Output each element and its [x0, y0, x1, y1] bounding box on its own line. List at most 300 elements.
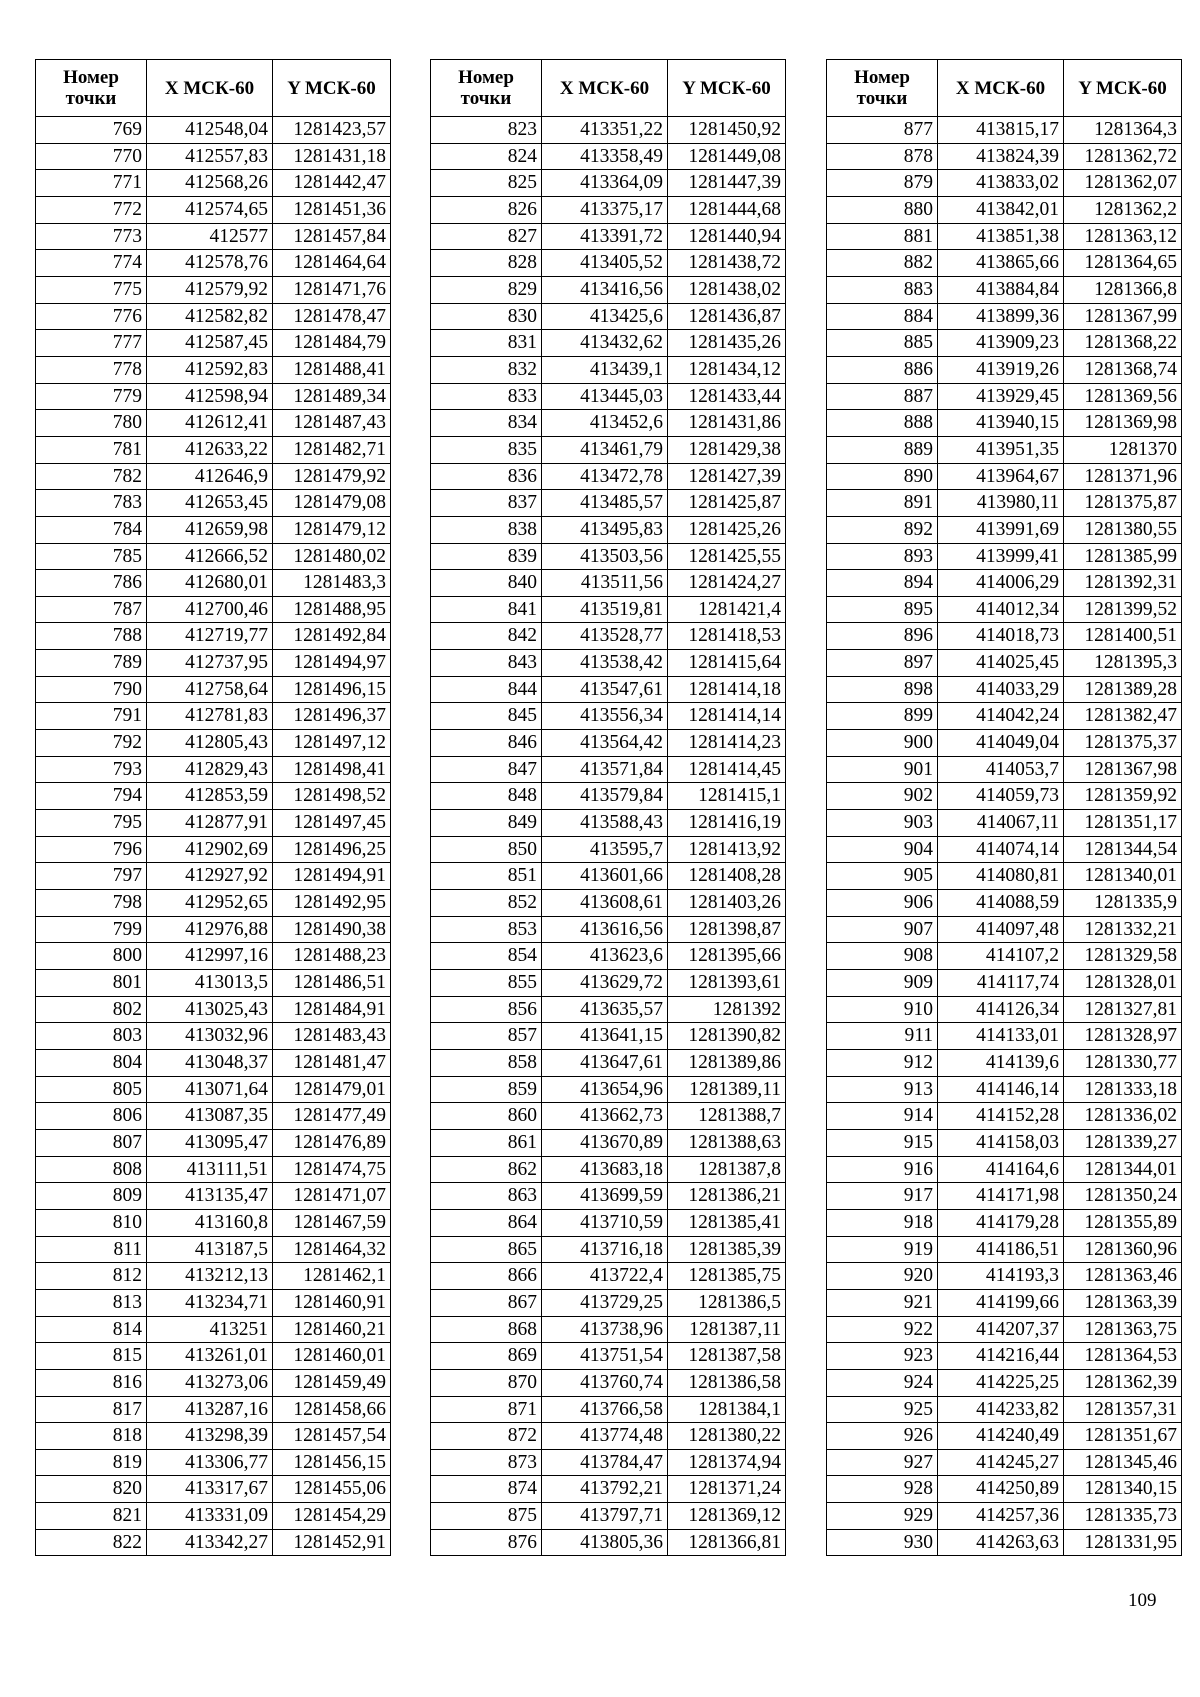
x-coordinate-cell: 412927,92 [147, 863, 273, 890]
y-coordinate-cell: 1281414,45 [668, 756, 786, 783]
y-coordinate-cell: 1281492,84 [273, 623, 391, 650]
x-coordinate-cell: 413683,18 [542, 1156, 668, 1183]
x-coordinate-cell: 414074,14 [938, 836, 1064, 863]
x-coordinate-cell: 414152,28 [938, 1103, 1064, 1130]
point-number-cell: 820 [36, 1476, 147, 1503]
y-coordinate-cell: 1281435,26 [668, 330, 786, 357]
table-row [431, 890, 786, 917]
point-number-cell: 827 [431, 223, 542, 250]
x-coordinate-cell: 414164,6 [938, 1156, 1064, 1183]
point-number-cell: 791 [36, 703, 147, 730]
y-coordinate-cell: 1281479,12 [273, 516, 391, 543]
x-coordinate-cell: 414080,81 [938, 863, 1064, 890]
y-coordinate-cell: 1281386,21 [668, 1183, 786, 1210]
y-coordinate-cell: 1281333,18 [1064, 1076, 1182, 1103]
point-number-cell: 798 [36, 890, 147, 917]
point-number-cell: 889 [827, 436, 938, 463]
x-coordinate-cell: 413716,18 [542, 1236, 668, 1263]
table-row [36, 970, 391, 997]
x-coordinate-cell: 413579,84 [542, 783, 668, 810]
y-coordinate-cell: 1281496,15 [273, 676, 391, 703]
table-row [431, 330, 786, 357]
y-coordinate-cell: 1281327,81 [1064, 996, 1182, 1023]
point-number-cell: 901 [827, 756, 938, 783]
point-number-cell: 824 [431, 143, 542, 170]
table-row [431, 810, 786, 837]
x-coordinate-cell: 412680,01 [147, 570, 273, 597]
x-coordinate-cell: 414179,28 [938, 1209, 1064, 1236]
x-coordinate-cell: 412902,69 [147, 836, 273, 863]
y-coordinate-cell: 1281483,3 [273, 570, 391, 597]
x-coordinate-cell: 413588,43 [542, 810, 668, 837]
point-number-cell: 818 [36, 1423, 147, 1450]
table-row [431, 250, 786, 277]
point-number-cell: 830 [431, 303, 542, 330]
point-number-cell: 843 [431, 650, 542, 677]
table-row [431, 1263, 786, 1290]
y-coordinate-cell: 1281395,3 [1064, 650, 1182, 677]
table-row [827, 1396, 1182, 1423]
point-number-cell: 776 [36, 303, 147, 330]
table-row [431, 1476, 786, 1503]
y-coordinate-cell: 1281458,66 [273, 1396, 391, 1423]
table-row [431, 143, 786, 170]
x-coordinate-cell: 413729,25 [542, 1289, 668, 1316]
point-number-cell: 887 [827, 383, 938, 410]
y-coordinate-cell: 1281452,91 [273, 1529, 391, 1556]
x-coordinate-cell: 414146,14 [938, 1076, 1064, 1103]
x-coordinate-cell: 412737,95 [147, 650, 273, 677]
point-number-cell: 908 [827, 943, 938, 970]
y-coordinate-cell: 1281371,96 [1064, 463, 1182, 490]
x-coordinate-cell: 413629,72 [542, 970, 668, 997]
table-row [431, 383, 786, 410]
point-number-cell: 917 [827, 1183, 938, 1210]
table-row [431, 223, 786, 250]
y-coordinate-cell: 1281344,54 [1064, 836, 1182, 863]
table-row [827, 516, 1182, 543]
point-number-cell: 868 [431, 1316, 542, 1343]
point-number-cell: 810 [36, 1209, 147, 1236]
point-number-cell: 826 [431, 196, 542, 223]
y-coordinate-cell: 1281476,89 [273, 1129, 391, 1156]
x-coordinate-cell: 413445,03 [542, 383, 668, 410]
table-row [431, 543, 786, 570]
point-number-cell: 797 [36, 863, 147, 890]
x-coordinate-cell: 413635,57 [542, 996, 668, 1023]
point-number-cell: 793 [36, 756, 147, 783]
table-row [36, 756, 391, 783]
y-coordinate-cell: 1281362,39 [1064, 1369, 1182, 1396]
y-coordinate-cell: 1281335,73 [1064, 1503, 1182, 1530]
table-row [36, 516, 391, 543]
table-row [36, 1316, 391, 1343]
table-row [431, 1236, 786, 1263]
x-coordinate-cell: 413461,79 [542, 436, 668, 463]
y-coordinate-cell: 1281340,01 [1064, 863, 1182, 890]
table-row [36, 623, 391, 650]
y-coordinate-cell: 1281387,58 [668, 1343, 786, 1370]
x-coordinate-cell: 412587,45 [147, 330, 273, 357]
x-coordinate-cell: 412853,59 [147, 783, 273, 810]
y-coordinate-cell: 1281368,22 [1064, 330, 1182, 357]
table-row [431, 276, 786, 303]
point-number-cell: 929 [827, 1503, 938, 1530]
y-coordinate-cell: 1281479,92 [273, 463, 391, 490]
point-number-cell: 871 [431, 1396, 542, 1423]
y-coordinate-cell: 1281367,98 [1064, 756, 1182, 783]
y-coordinate-cell: 1281367,99 [1064, 303, 1182, 330]
y-coordinate-cell: 1281355,89 [1064, 1209, 1182, 1236]
x-coordinate-cell: 414049,04 [938, 730, 1064, 757]
y-coordinate-cell: 1281433,44 [668, 383, 786, 410]
point-number-cell: 859 [431, 1076, 542, 1103]
x-coordinate-cell: 413738,96 [542, 1316, 668, 1343]
y-coordinate-cell: 1281371,24 [668, 1476, 786, 1503]
y-coordinate-cell: 1281392,31 [1064, 570, 1182, 597]
table-row [36, 1049, 391, 1076]
y-coordinate-cell: 1281340,15 [1064, 1476, 1182, 1503]
x-coordinate-cell: 414133,01 [938, 1023, 1064, 1050]
point-number-cell: 805 [36, 1076, 147, 1103]
table-row [36, 410, 391, 437]
point-number-cell: 837 [431, 490, 542, 517]
point-number-cell: 914 [827, 1103, 938, 1130]
x-coordinate-cell: 413416,56 [542, 276, 668, 303]
table-row [827, 676, 1182, 703]
y-coordinate-cell: 1281421,4 [668, 596, 786, 623]
table-row [431, 943, 786, 970]
table-row [431, 117, 786, 144]
table-row [431, 1529, 786, 1556]
point-number-cell: 879 [827, 170, 938, 197]
table-row [431, 356, 786, 383]
point-number-cell: 860 [431, 1103, 542, 1130]
y-coordinate-cell: 1281486,51 [273, 970, 391, 997]
point-number-cell: 832 [431, 356, 542, 383]
table-row [36, 1449, 391, 1476]
y-coordinate-cell: 1281423,57 [273, 117, 391, 144]
point-number-cell: 778 [36, 356, 147, 383]
x-coordinate-cell: 413722,4 [542, 1263, 668, 1290]
table-row [36, 916, 391, 943]
table-row [36, 1289, 391, 1316]
point-number-cell: 903 [827, 810, 938, 837]
point-number-cell: 811 [36, 1236, 147, 1263]
table-row [431, 1396, 786, 1423]
x-coordinate-cell: 413641,15 [542, 1023, 668, 1050]
point-number-cell: 781 [36, 436, 147, 463]
x-coordinate-cell: 413815,17 [938, 117, 1064, 144]
table-row [36, 836, 391, 863]
table-row [827, 490, 1182, 517]
y-coordinate-cell: 1281351,17 [1064, 810, 1182, 837]
table-row [36, 170, 391, 197]
table-row [827, 410, 1182, 437]
x-coordinate-cell: 412997,16 [147, 943, 273, 970]
point-number-cell: 787 [36, 596, 147, 623]
table-row [36, 1129, 391, 1156]
point-number-cell: 873 [431, 1449, 542, 1476]
y-coordinate-cell: 1281415,1 [668, 783, 786, 810]
x-coordinate-cell: 413519,81 [542, 596, 668, 623]
x-coordinate-cell: 413351,22 [542, 117, 668, 144]
x-coordinate-cell: 413495,83 [542, 516, 668, 543]
table-row [827, 1209, 1182, 1236]
y-coordinate-cell: 1281350,24 [1064, 1183, 1182, 1210]
coordinates-table-3 [826, 59, 1182, 1556]
y-coordinate-cell: 1281431,86 [668, 410, 786, 437]
table-row [36, 1103, 391, 1130]
table-row [36, 1423, 391, 1450]
table-row [36, 463, 391, 490]
y-coordinate-cell: 1281389,28 [1064, 676, 1182, 703]
table-row [827, 970, 1182, 997]
x-coordinate-cell: 414207,37 [938, 1316, 1064, 1343]
table-row [431, 1129, 786, 1156]
point-number-cell: 919 [827, 1236, 938, 1263]
point-number-cell: 876 [431, 1529, 542, 1556]
point-number-cell: 883 [827, 276, 938, 303]
x-coordinate-cell: 413608,61 [542, 890, 668, 917]
point-number-cell: 846 [431, 730, 542, 757]
x-coordinate-cell: 412574,65 [147, 196, 273, 223]
table-row [827, 1529, 1182, 1556]
x-coordinate-cell: 412952,65 [147, 890, 273, 917]
x-coordinate-cell: 414126,34 [938, 996, 1064, 1023]
y-coordinate-cell: 1281484,91 [273, 996, 391, 1023]
x-coordinate-cell: 414193,3 [938, 1263, 1064, 1290]
point-number-cell: 882 [827, 250, 938, 277]
y-coordinate-cell: 1281329,58 [1064, 943, 1182, 970]
point-number-cell: 891 [827, 490, 938, 517]
y-coordinate-cell: 1281427,39 [668, 463, 786, 490]
x-coordinate-cell: 413298,39 [147, 1423, 273, 1450]
table-row [827, 196, 1182, 223]
x-coordinate-cell: 412598,94 [147, 383, 273, 410]
point-number-cell: 874 [431, 1476, 542, 1503]
point-number-cell: 923 [827, 1343, 938, 1370]
y-coordinate-cell: 1281450,92 [668, 117, 786, 144]
table-row [827, 276, 1182, 303]
coordinates-table-1 [35, 59, 391, 1556]
table-row [36, 596, 391, 623]
table-row [36, 383, 391, 410]
x-coordinate-cell: 414067,11 [938, 810, 1064, 837]
y-coordinate-cell: 1281484,79 [273, 330, 391, 357]
table-row [36, 143, 391, 170]
point-number-cell: 862 [431, 1156, 542, 1183]
x-coordinate-cell: 412568,26 [147, 170, 273, 197]
y-coordinate-cell: 1281479,08 [273, 490, 391, 517]
x-coordinate-cell: 414107,2 [938, 943, 1064, 970]
x-coordinate-cell: 413601,66 [542, 863, 668, 890]
y-coordinate-cell: 1281460,01 [273, 1343, 391, 1370]
y-coordinate-cell: 1281375,37 [1064, 730, 1182, 757]
header-point-number: Номер точки [36, 60, 147, 117]
point-number-cell: 849 [431, 810, 542, 837]
y-coordinate-cell: 1281366,81 [668, 1529, 786, 1556]
table-row [827, 1369, 1182, 1396]
point-number-cell: 845 [431, 703, 542, 730]
table-row [827, 1236, 1182, 1263]
point-number-cell: 854 [431, 943, 542, 970]
table-row [431, 730, 786, 757]
point-number-cell: 801 [36, 970, 147, 997]
y-coordinate-cell: 1281370 [1064, 436, 1182, 463]
table-row [36, 703, 391, 730]
point-number-cell: 786 [36, 570, 147, 597]
y-coordinate-cell: 1281424,27 [668, 570, 786, 597]
x-coordinate-cell: 413710,59 [542, 1209, 668, 1236]
x-coordinate-cell: 412829,43 [147, 756, 273, 783]
y-coordinate-cell: 1281374,94 [668, 1449, 786, 1476]
y-coordinate-cell: 1281425,87 [668, 490, 786, 517]
point-number-cell: 821 [36, 1503, 147, 1530]
x-coordinate-cell: 413528,77 [542, 623, 668, 650]
x-coordinate-cell: 412719,77 [147, 623, 273, 650]
table-row [431, 676, 786, 703]
x-coordinate-cell: 412633,22 [147, 436, 273, 463]
y-coordinate-cell: 1281375,87 [1064, 490, 1182, 517]
table-row [827, 223, 1182, 250]
point-number-cell: 888 [827, 410, 938, 437]
table-row [36, 783, 391, 810]
y-coordinate-cell: 1281351,67 [1064, 1423, 1182, 1450]
y-coordinate-cell: 1281344,01 [1064, 1156, 1182, 1183]
x-coordinate-cell: 412579,92 [147, 276, 273, 303]
x-coordinate-cell: 412578,76 [147, 250, 273, 277]
y-coordinate-cell: 1281362,07 [1064, 170, 1182, 197]
y-coordinate-cell: 1281363,12 [1064, 223, 1182, 250]
x-coordinate-cell: 413797,71 [542, 1503, 668, 1530]
table-row [431, 836, 786, 863]
table-row [36, 1023, 391, 1050]
x-coordinate-cell: 413187,5 [147, 1236, 273, 1263]
point-number-cell: 814 [36, 1316, 147, 1343]
table-row [36, 1236, 391, 1263]
header-x: X МСК-60 [147, 60, 273, 117]
point-number-cell: 806 [36, 1103, 147, 1130]
point-number-cell: 836 [431, 463, 542, 490]
x-coordinate-cell: 412577 [147, 223, 273, 250]
x-coordinate-cell: 413212,13 [147, 1263, 273, 1290]
point-number-cell: 815 [36, 1343, 147, 1370]
x-coordinate-cell: 413760,74 [542, 1369, 668, 1396]
table-row [36, 250, 391, 277]
x-coordinate-cell: 413261,01 [147, 1343, 273, 1370]
table-row [36, 810, 391, 837]
point-number-cell: 816 [36, 1369, 147, 1396]
x-coordinate-cell: 413940,15 [938, 410, 1064, 437]
table-row [431, 1103, 786, 1130]
x-coordinate-cell: 413784,47 [542, 1449, 668, 1476]
x-coordinate-cell: 413951,35 [938, 436, 1064, 463]
table-row [431, 996, 786, 1023]
x-coordinate-cell: 413485,57 [542, 490, 668, 517]
table-row [431, 170, 786, 197]
x-coordinate-cell: 413909,23 [938, 330, 1064, 357]
table-row [827, 143, 1182, 170]
x-coordinate-cell: 412700,46 [147, 596, 273, 623]
point-number-cell: 799 [36, 916, 147, 943]
y-coordinate-cell: 1281425,26 [668, 516, 786, 543]
table-row [827, 703, 1182, 730]
point-number-cell: 875 [431, 1503, 542, 1530]
x-coordinate-cell: 412805,43 [147, 730, 273, 757]
y-coordinate-cell: 1281483,43 [273, 1023, 391, 1050]
table-row [431, 1076, 786, 1103]
y-coordinate-cell: 1281464,32 [273, 1236, 391, 1263]
table-row [36, 1183, 391, 1210]
x-coordinate-cell: 414186,51 [938, 1236, 1064, 1263]
point-number-cell: 847 [431, 756, 542, 783]
table-row [36, 676, 391, 703]
table-row [36, 996, 391, 1023]
point-number-cell: 861 [431, 1129, 542, 1156]
table-row [431, 863, 786, 890]
header-x: X МСК-60 [938, 60, 1064, 117]
x-coordinate-cell: 413317,67 [147, 1476, 273, 1503]
point-number-cell: 904 [827, 836, 938, 863]
point-number-cell: 885 [827, 330, 938, 357]
x-coordinate-cell: 414088,59 [938, 890, 1064, 917]
y-coordinate-cell: 1281497,12 [273, 730, 391, 757]
point-number-cell: 834 [431, 410, 542, 437]
table-row [36, 490, 391, 517]
x-coordinate-cell: 412612,41 [147, 410, 273, 437]
y-coordinate-cell: 1281362,72 [1064, 143, 1182, 170]
y-coordinate-cell: 1281447,39 [668, 170, 786, 197]
table-row [827, 783, 1182, 810]
y-coordinate-cell: 1281408,28 [668, 863, 786, 890]
x-coordinate-cell: 412659,98 [147, 516, 273, 543]
point-number-cell: 921 [827, 1289, 938, 1316]
y-coordinate-cell: 1281336,02 [1064, 1103, 1182, 1130]
table-row [827, 1156, 1182, 1183]
point-number-cell: 915 [827, 1129, 938, 1156]
x-coordinate-cell: 413273,06 [147, 1369, 273, 1396]
y-coordinate-cell: 1281357,31 [1064, 1396, 1182, 1423]
y-coordinate-cell: 1281363,39 [1064, 1289, 1182, 1316]
y-coordinate-cell: 1281413,92 [668, 836, 786, 863]
y-coordinate-cell: 1281387,11 [668, 1316, 786, 1343]
table-row [827, 650, 1182, 677]
table-row [827, 1129, 1182, 1156]
header-y: Y МСК-60 [668, 60, 786, 117]
point-number-cell: 869 [431, 1343, 542, 1370]
x-coordinate-cell: 413616,56 [542, 916, 668, 943]
x-coordinate-cell: 412781,83 [147, 703, 273, 730]
y-coordinate-cell: 1281380,55 [1064, 516, 1182, 543]
point-number-cell: 792 [36, 730, 147, 757]
point-number-cell: 872 [431, 1423, 542, 1450]
table-row [431, 436, 786, 463]
table-row [827, 1289, 1182, 1316]
y-coordinate-cell: 1281455,06 [273, 1476, 391, 1503]
table-row [36, 356, 391, 383]
y-coordinate-cell: 1281364,3 [1064, 117, 1182, 144]
y-coordinate-cell: 1281400,51 [1064, 623, 1182, 650]
y-coordinate-cell: 1281460,91 [273, 1289, 391, 1316]
y-coordinate-cell: 1281479,01 [273, 1076, 391, 1103]
point-number-cell: 878 [827, 143, 938, 170]
y-coordinate-cell: 1281474,75 [273, 1156, 391, 1183]
y-coordinate-cell: 1281369,56 [1064, 383, 1182, 410]
point-number-cell: 789 [36, 650, 147, 677]
point-number-cell: 884 [827, 303, 938, 330]
point-number-cell: 802 [36, 996, 147, 1023]
